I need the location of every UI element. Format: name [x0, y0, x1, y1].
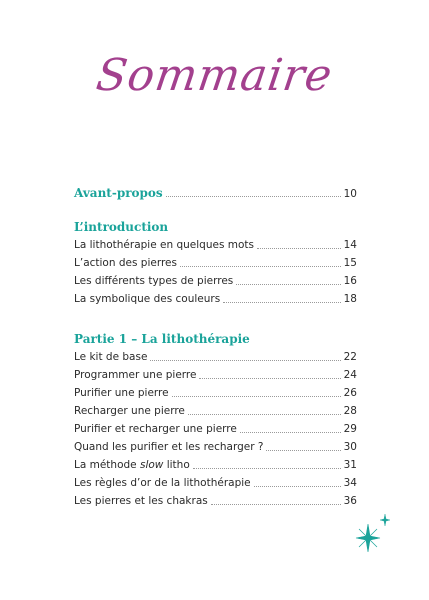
dot-leader [257, 247, 341, 249]
toc-entry-page: 26 [343, 387, 357, 399]
toc-entry-page: 10 [343, 188, 357, 200]
toc-entry-label: La symbolique des couleurs [74, 293, 221, 305]
section-title-partie-1: Partie 1 – La lithothérapie [74, 332, 250, 346]
toc-entry-label: La méthode slow litho [74, 459, 190, 471]
toc-entry-avant-propos[interactable] [74, 186, 357, 204]
sparkle-star-small-icon [380, 514, 390, 526]
toc-entry-page: 28 [343, 405, 357, 417]
dot-leader [172, 395, 341, 397]
dot-leader [188, 413, 341, 415]
toc-entry[interactable] [74, 236, 357, 254]
dot-leader [254, 485, 341, 487]
dot-leader [150, 359, 340, 361]
dot-leader [199, 377, 340, 379]
toc-entry-label: L’action des pierres [74, 257, 177, 269]
dot-leader [193, 467, 341, 469]
page-title: Sommaire [93, 50, 336, 101]
toc-entry[interactable] [74, 492, 357, 510]
toc-entry-page: 34 [343, 477, 357, 489]
toc-entry-label: Programmer une pierre [74, 369, 197, 381]
toc-entry-page: 29 [343, 423, 357, 435]
toc-entry-page: 36 [343, 495, 357, 507]
toc-entry[interactable] [74, 290, 357, 308]
toc-entry[interactable] [74, 474, 357, 492]
toc-entry[interactable] [74, 254, 357, 272]
toc-entry-page: 15 [343, 257, 357, 269]
toc-entry[interactable] [74, 272, 357, 290]
toc-entry-page: 30 [343, 441, 357, 453]
dot-leader [266, 449, 340, 451]
toc-entry-label: Recharger une pierre [74, 405, 185, 417]
dot-leader [180, 265, 341, 267]
toc-entry-label: Avant-propos [74, 186, 163, 200]
toc-entry-page: 24 [343, 369, 357, 381]
toc-entry-label: Le kit de base [74, 351, 148, 363]
toc-entry[interactable] [74, 384, 357, 402]
sparkle-star-large-icon [356, 524, 380, 552]
toc-entry[interactable] [74, 420, 357, 438]
section-title-introduction: L’introduction [74, 220, 169, 234]
toc-entry-label: Les règles d’or de la lithothérapie [74, 477, 251, 489]
toc-entry-label: Purifier et recharger une pierre [74, 423, 237, 435]
toc-entry[interactable] [74, 456, 357, 474]
toc-entry-page: 14 [343, 239, 357, 251]
table-of-contents [74, 186, 357, 510]
toc-entry-label: Quand les purifier et les recharger ? [74, 441, 264, 453]
toc-entry[interactable] [74, 438, 357, 456]
partie1-entries [74, 348, 357, 510]
toc-entry-label: Purifier une pierre [74, 387, 169, 399]
sparkle-stars-decoration [352, 510, 392, 556]
dot-leader [236, 283, 340, 285]
dot-leader [166, 195, 341, 197]
toc-entry[interactable] [74, 348, 357, 366]
dot-leader [240, 431, 341, 433]
dot-leader [211, 503, 341, 505]
toc-entry-page: 31 [343, 459, 357, 471]
toc-entry-page: 18 [343, 293, 357, 305]
toc-entry-label: Les différents types de pierres [74, 275, 234, 287]
toc-entry-page: 16 [343, 275, 357, 287]
introduction-entries [74, 236, 357, 308]
dot-leader [223, 301, 340, 303]
toc-entry-label: La lithothérapie en quelques mots [74, 239, 254, 251]
toc-entry-label: Les pierres et les chakras [74, 495, 208, 507]
toc-entry[interactable] [74, 402, 357, 420]
toc-entry-page: 22 [343, 351, 357, 363]
toc-entry[interactable] [74, 366, 357, 384]
